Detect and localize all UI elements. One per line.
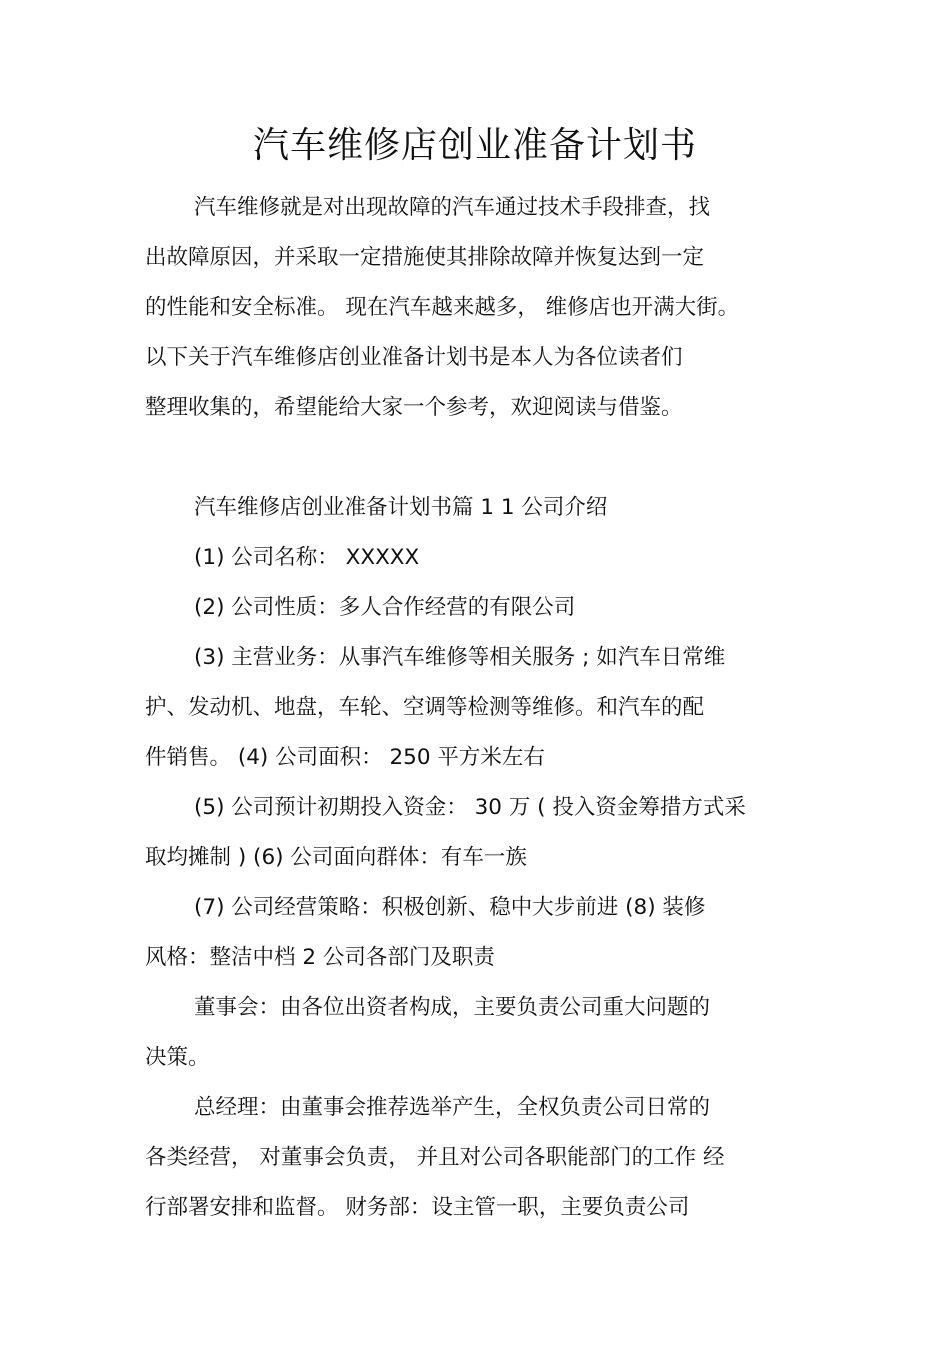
item-investment: (5) 公司预计初期投入资金： 30 万 ( 投入资金筹措方式采: [194, 795, 746, 820]
item-main-business: (3) 主营业务：从事汽车维修等相关服务 ; 如汽车日常维: [194, 645, 726, 670]
intro-line-3: 的性能和安全标准。 现在汽车越来越多， 维修店也开满大街。: [145, 295, 740, 320]
intro-line-5: 整理收集的，希望能给大家一个参考，欢迎阅读与借鉴。: [145, 395, 683, 420]
section-heading: 汽车维修店创业准备计划书篇 1 1 公司介绍: [194, 495, 608, 520]
board-line-2: 决策。: [145, 1045, 210, 1070]
intro-line-4: 以下关于汽车维修店创业准备计划书是本人为各位读者们: [145, 345, 683, 370]
manager-line-2: 各类经营， 对董事会负责， 并且对公司各职能部门的工作 经: [145, 1145, 725, 1170]
item-decoration-style: 风格：整洁中档 2 公司各部门及职责: [145, 945, 495, 970]
item-area: 件销售。 (4) 公司面积： 250 平方米左右: [145, 745, 545, 770]
manager-line-1: 总经理：由董事会推荐选举产生，全权负责公司日常的: [194, 1095, 711, 1120]
item-target-group: 取均摊制 ) (6) 公司面向群体：有车一族: [145, 845, 527, 870]
item-company-nature: (2) 公司性质：多人合作经营的有限公司: [194, 595, 576, 620]
item-strategy: (7) 公司经营策略：积极创新、稳中大步前进 (8) 装修: [194, 895, 706, 920]
document-title: 汽车维修店创业准备计划书: [252, 125, 697, 166]
intro-line-1: 汽车维修就是对出现故障的汽车通过技术手段排查，找: [194, 195, 711, 220]
board-line-1: 董事会：由各位出资者构成，主要负责公司重大问题的: [194, 995, 711, 1020]
manager-line-3: 行部署安排和监督。 财务部：设主管一职，主要负责公司: [145, 1195, 690, 1220]
item-main-business-cont: 护、发动机、地盘，车轮、空调等检测等维修。和汽车的配: [145, 695, 705, 720]
intro-line-2: 出故障原因，并采取一定措施使其排除故障并恢复达到一定: [145, 245, 705, 270]
item-company-name: (1) 公司名称： XXXXX: [194, 545, 420, 570]
